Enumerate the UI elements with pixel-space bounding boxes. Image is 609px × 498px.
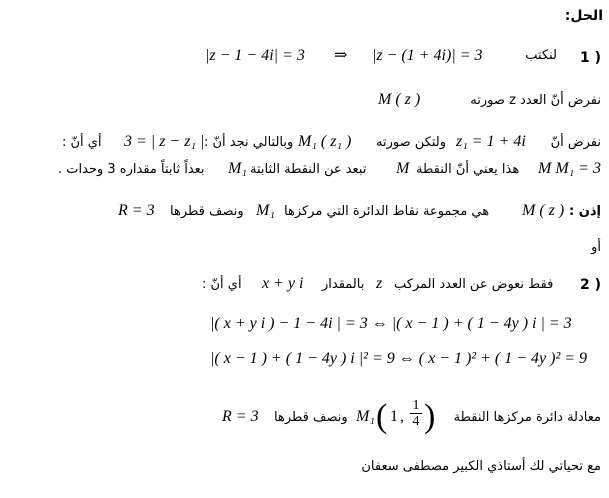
solution-heading: الحل: xyxy=(564,8,603,24)
distance-text-c: بعداً ثابتاً مقداره 3 وحدات . xyxy=(58,162,205,177)
part2-equation-1: |( x + y i ) − 1 − 4i | = 3 ⇔ |( x − 1 ) + ( 1 − 4y ) i | = 3 xyxy=(210,315,572,332)
point-m1-ref: M₁ xyxy=(228,160,247,177)
distance-equation: 3 = | z − z₁ | xyxy=(124,133,205,150)
fraction xyxy=(410,398,422,429)
distance-text-a: هذا يعني أنّ النقطة xyxy=(416,162,520,177)
part1-eq-right: |z − (1 + 4i)| = 3 xyxy=(372,47,483,64)
or-word: أو xyxy=(591,240,601,255)
point-m: M xyxy=(396,160,410,177)
conclusion-text-b: ونصف قطرها xyxy=(170,204,244,219)
fraction-denominator: 4 xyxy=(410,413,422,429)
assume-z1-text: نفرض أنّ xyxy=(550,135,601,150)
part2-tail: أي أنّ : xyxy=(202,277,242,292)
conclusion-radius: R = 3 xyxy=(118,202,155,219)
assume-z1-then: وبالتالي نجد أنّ : xyxy=(204,135,294,150)
fraction-numerator: 1 xyxy=(412,398,420,413)
part1-eq-left: |z − 1 − 4i| = 3 xyxy=(205,47,305,64)
point-m1: M₁ ( z₁ ) xyxy=(298,133,352,150)
part2-expr: x + y i xyxy=(262,275,304,292)
assume-z-text: نفرض أنّ العدد z صورته xyxy=(470,93,601,108)
distance-text-b: تبعد عن النقطة الثابتة xyxy=(250,162,367,177)
right-paren: ) xyxy=(424,398,436,435)
circle-center-x: 1 xyxy=(390,408,398,425)
part2-text-b: بالمقدار xyxy=(322,277,365,292)
part2-text-a: فقط نعوض عن العدد المركب xyxy=(394,277,554,292)
assume-z-math: M ( z ) xyxy=(378,91,421,108)
signature: مع تحياتي لك أستاذي الكبير مصطفى سعفان xyxy=(361,459,601,474)
assume-z1-tail: أي أنّ : xyxy=(62,135,102,150)
z1-definition: z₁ = 1 + 4i xyxy=(456,133,526,150)
assume-z1-mid: ولتكن صورته xyxy=(376,135,446,150)
conclusion-text-a: هي مجموعة نقاط الدائرة التي مركزها xyxy=(284,204,490,219)
conclusion-label: إذن : xyxy=(569,204,601,219)
part2-equation-2: |( x − 1 ) + ( 1 − 4y ) i |² = 9 ⇔ ( x − 1 )² + ( 1 − 4y )² = 9 xyxy=(210,350,588,367)
circle-center-label: M₁ xyxy=(356,408,375,425)
conclusion-point: M ( z ) xyxy=(522,202,565,219)
mm1-equation: M M₁ = 3 xyxy=(538,160,602,177)
implies-arrow: ⇒ xyxy=(334,47,348,64)
part1-number: 1 ) xyxy=(579,50,601,66)
conclusion-center: M₁ xyxy=(256,202,275,219)
part1-intro: لنكتب xyxy=(525,48,557,63)
part2-number: 2 ) xyxy=(579,277,601,293)
comma: , xyxy=(400,408,404,425)
left-paren: ( xyxy=(376,398,388,435)
circle-radius: R = 3 xyxy=(222,408,259,425)
circle-text-a: معادلة دائرة مركزها النقطة xyxy=(453,410,601,425)
part2-var: z xyxy=(376,275,383,292)
circle-text-b: ونصف قطرها xyxy=(274,410,348,425)
